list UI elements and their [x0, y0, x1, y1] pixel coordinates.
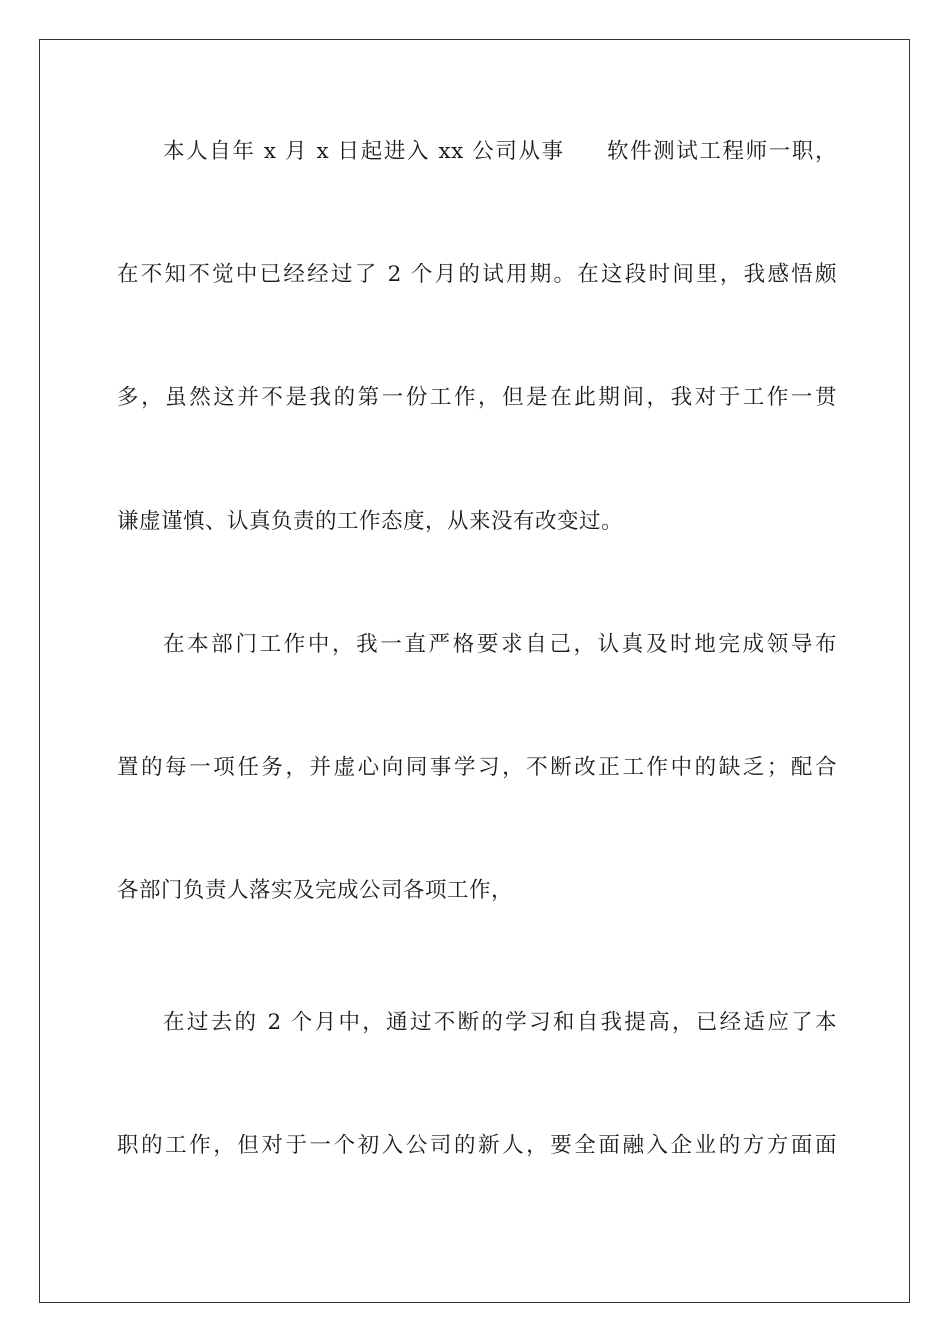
paragraph-2-line-3: 各部门负责人落实及完成公司各项工作，	[117, 878, 514, 903]
paragraph-1-line-1: 本人自年 x 月 x 日起进入 xx 公司从事 软件测试工程师一职，	[163, 139, 837, 164]
paragraph-2-line-2: 置的每一项任务，并虚心向同事学习，不断改正工作中的缺乏；配合	[117, 755, 837, 780]
paragraph-1-line-3: 多，虽然这并不是我的第一份工作，但是在此期间，我对于工作一贯	[117, 385, 837, 410]
paragraph-3-line-2: 职的工作，但对于一个初入公司的新人，要全面融入企业的方方面面	[117, 1133, 837, 1158]
paragraph-2-line-1: 在本部门工作中，我一直严格要求自己，认真及时地完成领导布	[163, 632, 837, 657]
paragraph-3-line-1: 在过去的 2 个月中，通过不断的学习和自我提高，已经适应了本	[163, 1010, 837, 1035]
page-frame	[39, 39, 910, 1303]
paragraph-1-line-4: 谦虚谨慎、认真负责的工作态度，从来没有改变过。	[117, 509, 624, 534]
paragraph-1-line-2: 在不知不觉中已经经过了 2 个月的试用期。在这段时间里，我感悟颇	[117, 262, 837, 287]
